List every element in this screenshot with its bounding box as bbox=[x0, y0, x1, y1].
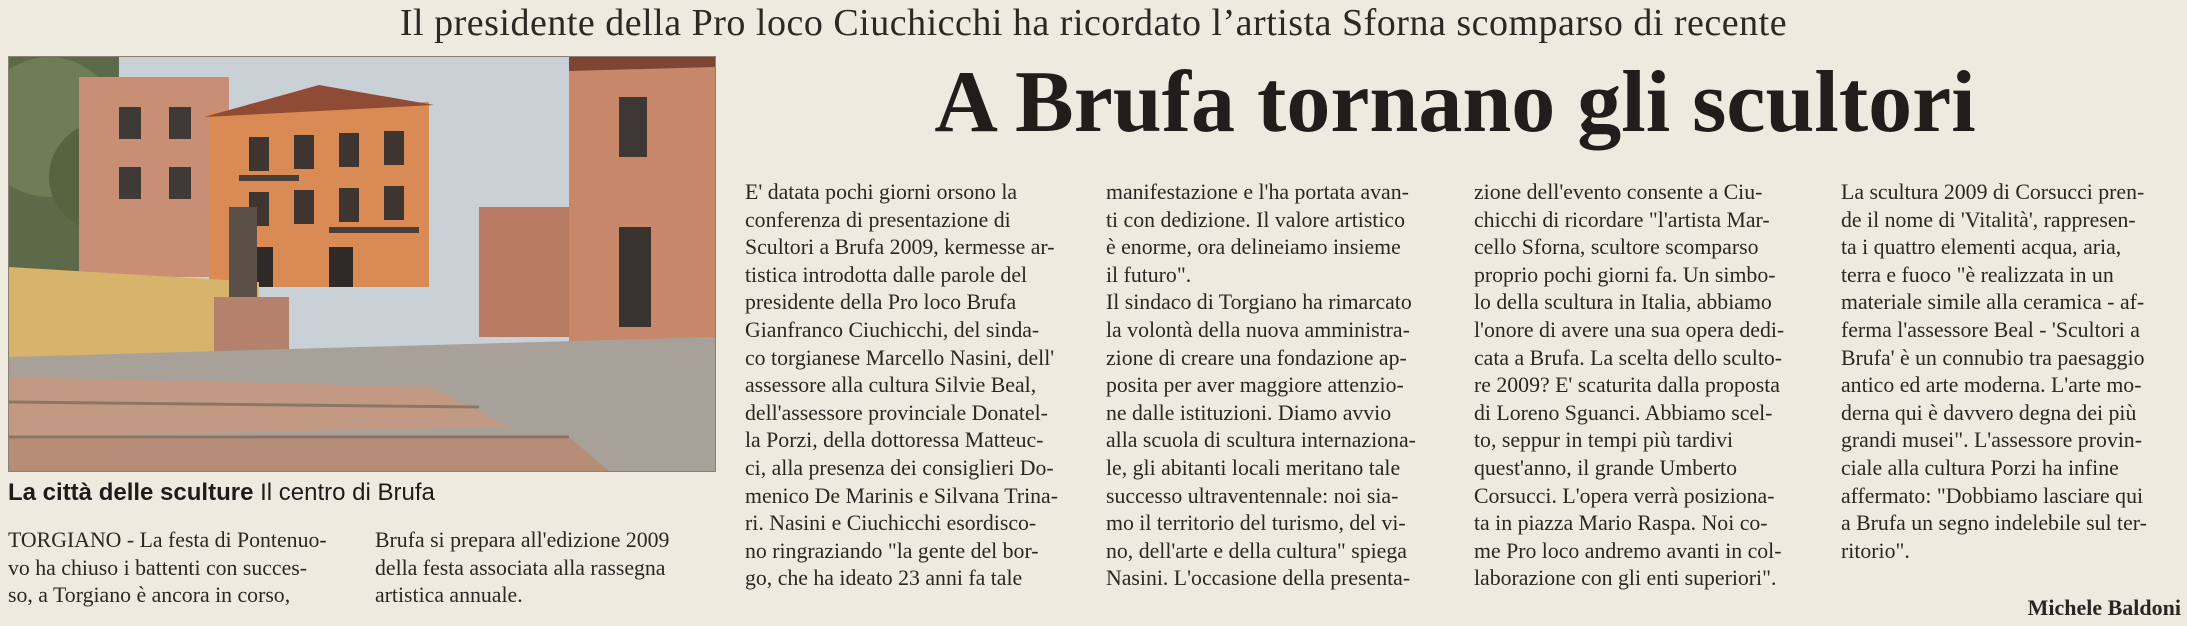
article-text-line: mo il territorio del turismo, del vi- bbox=[1106, 511, 1406, 536]
article-text-line: cello Sforna, scultore scomparso bbox=[1474, 235, 1759, 260]
article-text-line: ta in piazza Mario Raspa. Noi co- bbox=[1474, 511, 1768, 536]
article-column-2 bbox=[375, 527, 720, 610]
article-text-line: grandi musei". L'assessore provin- bbox=[1841, 428, 2142, 453]
article-text-line: chicchi di ricordare "l'artista Mar- bbox=[1474, 207, 1770, 232]
article-column-4 bbox=[1106, 179, 1446, 593]
article-text-line: tistica introdotta dalle parole del bbox=[745, 262, 1028, 287]
article-text-line: quest'anno, il grande Umberto bbox=[1474, 455, 1737, 480]
article-text-line: il futuro". bbox=[1106, 262, 1192, 287]
article-text-line: cata a Brufa. La scelta dello sculto- bbox=[1474, 345, 1783, 370]
article-headline: A Brufa tornano gli scultori bbox=[934, 54, 1976, 151]
article-text-line: ne dalle istituzioni. Diamo avvio bbox=[1106, 400, 1392, 425]
article-text-line: Brufa si prepara all'edizione 2009 bbox=[375, 528, 670, 552]
article-text-line: ritorio". bbox=[1841, 538, 1910, 563]
article-text-line: alla scuola di scultura internaziona- bbox=[1106, 428, 1416, 453]
article-text-line: Nasini. L'occasione della presenta- bbox=[1106, 566, 1411, 591]
photo-caption bbox=[8, 478, 714, 508]
article-text-line: dell'assessore provinciale Donatel- bbox=[745, 400, 1048, 425]
article-text-line: me Pro loco andremo avanti in col- bbox=[1474, 538, 1782, 563]
article-text-line: co torgianese Marcello Nasini, dell' bbox=[745, 345, 1055, 370]
article-text-line: artistica annuale. bbox=[375, 583, 523, 608]
article-text-line: materiale simile alla ceramica - af- bbox=[1841, 290, 2145, 315]
article-text-line: so, a Torgiano è ancora in corso, bbox=[8, 583, 291, 608]
article-text-line: de il nome di 'Vitalità', rappresen- bbox=[1841, 207, 2136, 232]
article-text-line: ti con dedizione. Il valore artistico bbox=[1106, 207, 1405, 232]
article-text-line: TORGIANO - La festa di Pontenuo- bbox=[8, 528, 327, 552]
article-text-line: zione di creare una fondazione ap- bbox=[1106, 345, 1407, 370]
article-text-line: Brufa' è un connubio tra paesaggio bbox=[1841, 345, 2145, 370]
piazza-photo-image bbox=[9, 57, 715, 471]
article-text-line: lo della scultura in Italia, abbiamo bbox=[1474, 290, 1772, 315]
article-text-line: go, che ha ideato 23 anni fa tale bbox=[745, 566, 1023, 591]
article-text-line: conferenza di presentazione di bbox=[745, 207, 1011, 232]
article-text-line: la Porzi, della dottoressa Matteuc- bbox=[745, 428, 1044, 453]
article-text-line: re 2009? E' scaturita dalla proposta bbox=[1474, 373, 1780, 398]
article-column-5 bbox=[1474, 179, 1814, 593]
article-text-line: Scultori a Brufa 2009, kermesse ar- bbox=[745, 235, 1055, 260]
article-text-line: vo ha chiuso i battenti con succes- bbox=[8, 555, 308, 580]
article-text-line: ferma l'assessore Beal - 'Scultori a bbox=[1841, 317, 2140, 342]
article-text-line: Corsucci. L'opera verrà posiziona- bbox=[1474, 483, 1775, 508]
article-text-line: posita per aver maggiore attenzio- bbox=[1106, 373, 1404, 398]
article-text-line: è enorme, ora delineiamo insieme bbox=[1106, 235, 1401, 260]
article-text-line: Il sindaco di Torgiano ha rimarcato bbox=[1106, 290, 1412, 315]
article-text-line: l'onore di avere una sua opera dedi- bbox=[1474, 317, 1785, 342]
article-text-line: di Loreno Sguanci. Abbiamo scel- bbox=[1474, 400, 1773, 425]
article-byline: Michele Baldoni bbox=[2027, 595, 2181, 620]
article-text-line: no, dell'arte e della cultura" spiega bbox=[1106, 538, 1407, 563]
article-column-3 bbox=[745, 179, 1080, 593]
article-text-line: ta i quattro elementi acqua, aria, bbox=[1841, 235, 2122, 260]
article-text-line: antico ed arte moderna. L'arte mo- bbox=[1841, 373, 2142, 398]
article-text-line: ci, alla presenza dei consiglieri Do- bbox=[745, 455, 1054, 480]
article-text-line: affermato: "Dobbiamo lasciare qui bbox=[1841, 483, 2144, 508]
article-text-line: no ringraziando "la gente del bor- bbox=[745, 538, 1039, 563]
article-text-line: La scultura 2009 di Corsucci pren- bbox=[1841, 180, 2145, 204]
article-text-line: laborazione con gli enti superiori". bbox=[1474, 566, 1777, 591]
article-text-line: terra e fuoco "è realizzata in un bbox=[1841, 262, 2114, 287]
article-text-line: presidente della Pro loco Brufa bbox=[745, 290, 1017, 315]
article-kicker: Il presidente della Pro loco Ciuchicchi ha ricordato l’artista Sforna scomparso di recente bbox=[399, 2, 1788, 44]
article-text-line: la volontà della nuova amministra- bbox=[1106, 317, 1410, 342]
article-text-line: ri. Nasini e Ciuchicchi esordisco- bbox=[745, 511, 1037, 536]
photo-caption-title: La città delle sculture bbox=[8, 479, 254, 506]
article-text-line: della festa associata alla rassegna bbox=[375, 555, 666, 580]
article-text-line: zione dell'evento consente a Ciu- bbox=[1474, 180, 1763, 204]
article-text-line: ciale alla cultura Porzi ha infine bbox=[1841, 455, 2119, 480]
article-photo bbox=[8, 56, 716, 472]
article-text-line: assessore alla cultura Silvie Beal, bbox=[745, 373, 1037, 398]
article-text-line: successo ultraventennale: noi sia- bbox=[1106, 483, 1399, 508]
article-text-line: to, seppur in tempi più tardivi bbox=[1474, 428, 1734, 453]
photo-caption-text: Il centro di Brufa bbox=[260, 479, 435, 506]
article-text-line: menico De Marinis e Silvana Trina- bbox=[745, 483, 1058, 508]
article-column-6 bbox=[1841, 179, 2181, 565]
article-column-1 bbox=[8, 527, 354, 610]
article-text-line: Gianfranco Ciuchicchi, del sinda- bbox=[745, 317, 1040, 342]
article-text-line: proprio pochi giorni fa. Un simbo- bbox=[1474, 262, 1776, 287]
article-text-line: derna qui è davvero degna dei più bbox=[1841, 400, 2137, 425]
article-text-line: a Brufa un segno indelebile sul ter- bbox=[1841, 511, 2147, 536]
article-text-line: E' datata pochi giorni orsono la bbox=[745, 180, 1018, 204]
article-text-line: manifestazione e l'ha portata avan- bbox=[1106, 180, 1409, 204]
article-text-line: le, gli abitanti locali meritano tale bbox=[1106, 455, 1401, 480]
